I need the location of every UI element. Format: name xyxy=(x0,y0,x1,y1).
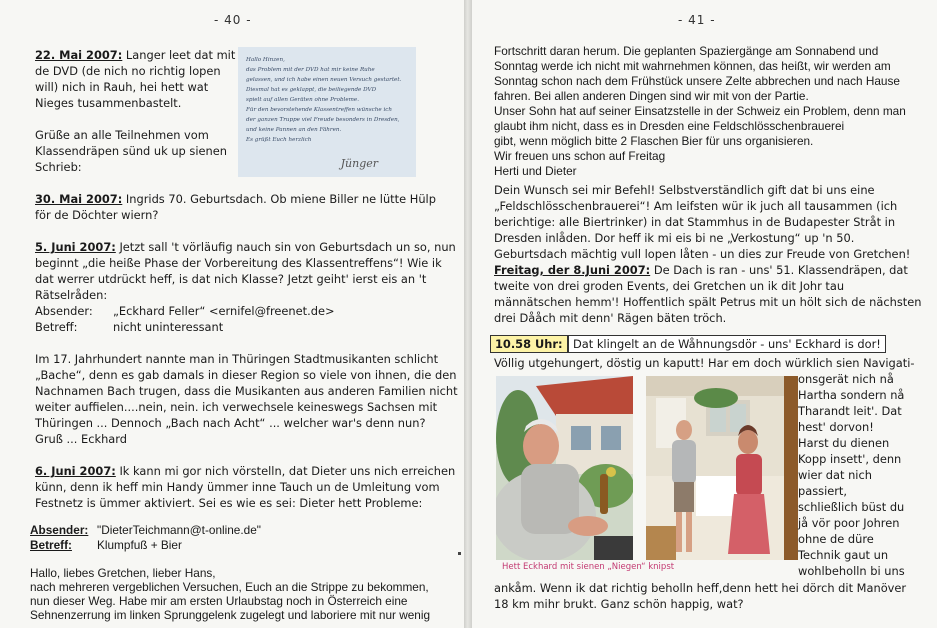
text-line: wohlbeholln bi uns xyxy=(798,564,905,578)
photo-couple-kitchen xyxy=(646,376,798,560)
text-line: weiter auffielen....nein, nein. ich verwechsele keineswegs Sachsen mit xyxy=(35,400,438,414)
text-line: Harst du dienen xyxy=(798,436,890,450)
text-line: Klassendräpen sünd uk up sienen xyxy=(35,144,227,158)
text-line: berichtige: alle Biertrinker) in dat Stammhus in de Budapester Stråt in xyxy=(494,215,896,229)
text-line: 18 km mihr brukt. Ganz schön happig, wat? xyxy=(494,597,744,611)
betreff-label: Betreff: xyxy=(35,320,78,334)
entry-8-juni: Freitag, der 8.Juni 2007: De Dach is ran - uns' 51. Klassendräpen, dat xyxy=(494,263,908,277)
absender-label: Absender: xyxy=(35,304,93,318)
text-line: Gruß ... Eckhard xyxy=(35,432,127,446)
text-line: de DVD (de nich no richtig lopen xyxy=(35,64,221,78)
photo-caption: Hett Eckhard mit sienen „Niegen“ knipst xyxy=(502,562,675,572)
text-line: Rätselråden: xyxy=(35,288,108,302)
text-line: Technik gaut un xyxy=(798,548,889,562)
entry-22-mai: 22. Mai 2007: Langer leet dat mit xyxy=(35,48,236,62)
text-line: glaubt ihm nicht, dass es in Dresden eine Feldschlösschenbrauerei xyxy=(494,119,845,133)
text-line: Kopp insett', denn xyxy=(798,452,902,466)
right-page xyxy=(472,0,937,628)
text-line: Festnetz is ümmer aktiviert. Sei es wie es sei: Dieter hett Probleme: xyxy=(35,496,423,510)
text-line: Hartha sondern nå xyxy=(798,388,905,402)
text-line: Im 17. Jahrhundert nannte man in Thüringen Stadtmusikanten schlicht xyxy=(35,352,439,366)
page-number-right: - 41 - xyxy=(678,13,716,27)
scan-mark xyxy=(458,552,461,555)
text-line: jå vör poor Johren xyxy=(798,516,900,530)
text-line: fahren. Bei allen anderen Dingen sind wir mit von der Partie. xyxy=(494,89,809,103)
text-line: „Bache“, denn es gab damals in dieser Region so viele von ihnen, die den xyxy=(35,368,457,382)
text-line: gibt, wenn möglich bitte 2 Flaschen Bier für uns organisieren. xyxy=(494,134,814,148)
left-page xyxy=(0,0,464,628)
entry-date: Freitag, der 8.Juni 2007: xyxy=(494,263,651,277)
text-line: will) nich in Rauh, hei hett wat xyxy=(35,80,209,94)
entry-30-mai: 30. Mai 2007: Ingrids 70. Geburtsdach. Ob miene Biller ne lütte Hülp xyxy=(35,192,436,206)
betreff-value: Klumpfuß + Bier xyxy=(97,538,182,552)
text-line: Geburtsdach mächtig vull lopen låten - un dies zur Freude von Gretchen! xyxy=(494,247,911,261)
text-line: Sonntag schon nach dem Frühstück unsere Zelte abbrechen und nach Hause xyxy=(494,74,900,88)
entry-5-juni: 5. Juni 2007: Jetzt sall 't vörläufig nauch sin von Geburtsdach un so, nun xyxy=(35,240,456,254)
text-line: Hallo, liebes Gretchen, lieber Hans, xyxy=(30,566,216,580)
entry-date: 6. Juni 2007: xyxy=(35,464,116,478)
text-line: onsgerät nich nå xyxy=(798,372,894,386)
text-line: ohne de düre xyxy=(798,532,874,546)
text-line: Dein Wunsch sei mir Befehl! Selbstverständlich gift dat bi uns eine xyxy=(494,183,875,197)
text-line: Sehnenzerrung im linken Sprunggelenk zugelegt und laboriere mit nur wenig xyxy=(30,608,431,622)
entry-date: 22. Mai 2007: xyxy=(35,48,123,62)
text-line: beginnt „die heiße Phase der Vorbereitung des Klassentreffens“! Wie ik xyxy=(35,256,442,270)
text-line: wier dat nich xyxy=(798,468,872,482)
text-line: ankåm. Wenn ik dat richtig beholln heff,denn hett hei dörch dit Manöver xyxy=(494,581,907,595)
text-line: Unser Sohn hat auf seiner Einsatzstelle in der Schweiz ein Problem, denn man xyxy=(494,104,906,118)
text-line: passiert, xyxy=(798,484,848,498)
text-line: Herti und Dieter xyxy=(494,164,577,178)
text-line: Nachnamen Bach trugen, dass die Musikanten aus anderen Familien nicht xyxy=(35,384,458,398)
book-gutter xyxy=(464,0,472,628)
signature: Jünger xyxy=(340,157,378,170)
absender-value: "DieterTeichmann@t-online.de" xyxy=(97,523,261,537)
text-line: künn, denn ik heff min Handy ümmer inne Tauch un de Umleitung vom xyxy=(35,480,440,494)
text-line: Schrieb: xyxy=(35,160,82,174)
text-line: Thüringen ... Dennoch „Bach nach Acht“ ... welcher war's denn nun? xyxy=(35,416,426,430)
text-line: nun dieser Weg. Habe mir am ersten Urlaubstag noch in Österreich eine xyxy=(30,594,408,608)
page-number-left: - 40 - xyxy=(214,13,252,27)
text-line: dat werrer utdrückt heff, is dat nich Klasse? Jetzt geiht' ierst eis an 't xyxy=(35,272,427,286)
headline-box: Dat klingelt an de Wåhnungsdör - uns' Eckhard is dor! xyxy=(568,335,886,353)
text-line: Fortschritt daran herum. Die geplanten Spaziergänge am Sonnabend und xyxy=(494,44,879,58)
text-line: Dresden inlåden. Dor heff ik mi eis bi ne „Verkostung“ up 'n 50. xyxy=(494,231,855,245)
text-line: Nieges tusammenbastelt. xyxy=(35,96,182,110)
text-line: schließlich büst du xyxy=(798,500,905,514)
text-line: Wir freuen uns schon auf Freitag xyxy=(494,149,666,163)
text-line: tweite von drei groden Events, dei Gretchen un ik dit Johr tau xyxy=(494,279,845,293)
handwritten-note: Hallo Hinzen, das Problem mit der DVD hat mir keine Ruhe gelassen, und ich habe einen neuen Versuch gestartet. Diesmal hat es geklappt, die beiliegende DVD spielt auf allen Geräten ohne Probleme. Für den bevorstehende Klassentreffen wünsche ich der ganzen Truppe viel Freude besonders in Dresden, und keine Pannen an den Fähren. Es grüßt Euch herzlich Jünger xyxy=(238,47,416,177)
text-line: Völlig utgehungert, döstig un kaputt! Har em doch würklich sien Navigati- xyxy=(494,356,915,370)
time-box: 10.58 Uhr: xyxy=(490,335,568,353)
betreff-label: Betreff: xyxy=(30,538,72,552)
text-line: Sonntag werde ich nicht mit wahrnehmen können, das heißt, wir werden am xyxy=(494,59,891,73)
text-line: Tharandt leit'. Dat xyxy=(798,404,902,418)
betreff-value: nicht uninteressant xyxy=(113,320,224,334)
text-line: männätschen hemm'! Hoffentlich spält Petrus mit un hölt sich de nächsten xyxy=(494,295,922,309)
entry-date: 30. Mai 2007: xyxy=(35,192,123,206)
absender-label: Absender: xyxy=(30,523,89,537)
photo-man-with-beer xyxy=(496,376,633,560)
text-line: nach mehreren vergeblichen Versuchen, Euch an die Strippe zu bekommen, xyxy=(30,580,429,594)
entry-6-juni: 6. Juni 2007: Ik kann mi gor nich vörstelln, dat Dieter uns nich erreichen xyxy=(35,464,456,478)
entry-date: 5. Juni 2007: xyxy=(35,240,116,254)
text-line: drei Dååch mit denn' Rägen bäten tröch. xyxy=(494,311,727,325)
text-line: „Feldschlösschenbrauerei“! Am leifsten wür ik juch all tausammen (ich xyxy=(494,199,898,213)
text-line: hest' dorvon! xyxy=(798,420,874,434)
text-line: för de Döchter wiern? xyxy=(35,208,159,222)
absender-value: „Eckhard Feller“ <ernifel@freenet.de> xyxy=(113,304,335,318)
text-line: Grüße an alle Teilnehmen vom xyxy=(35,128,209,142)
